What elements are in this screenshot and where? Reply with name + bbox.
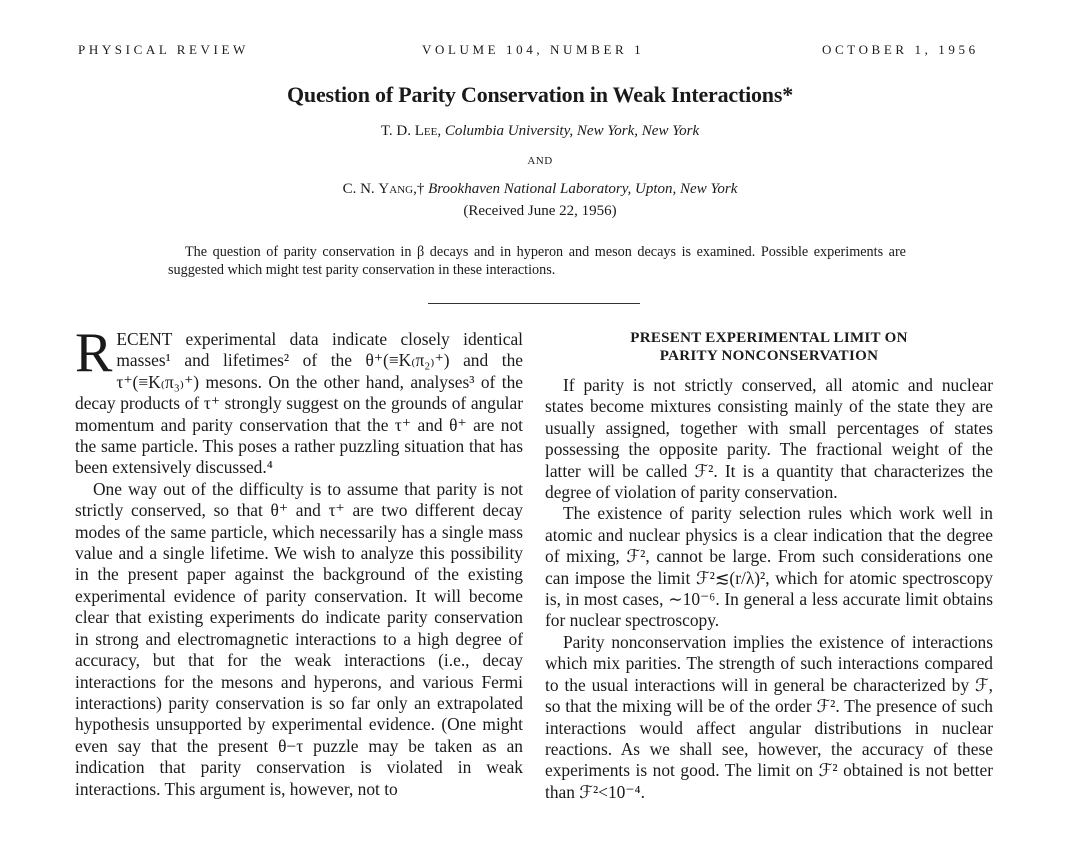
author-initials: T. D. bbox=[380, 123, 415, 139]
paragraph: Parity nonconservation implies the existence of interactions which mix parities. The strength of such interactions compared to the usual interactions will in general be characterized by ℱ, so that the mixing will be of the order ℱ². The presence of such interactions would affect angular distributions in nuclear reactions. As we shall see, however, the accuracy of these experiments is not good. The limit on ℱ² obtained is not better than ℱ²<10⁻⁴. bbox=[545, 631, 993, 802]
author-mark: , bbox=[437, 123, 442, 139]
running-head bbox=[0, 42, 1080, 60]
paragraph: One way out of the difficulty is to assume that parity is not strictly conserved, so that θ⁺ and τ⁺ are two different decay modes of the same particle, which necessarily has a single mass value and a single lifetime. We wish to analyze this possibility in the present paper against the background of the existing experimental evidence of parity conservation. It will become clear that existing experiments do indicate parity conservation in strong and electromagnetic interactions to a high degree of accuracy, but that for the weak interactions (i.e., decay interactions for the mesons and hyperons, and various Fermi interactions) parity conservation is so far only an extrapolated hypothesis unsupported by experimental evidence. (One might even say that the present θ−τ puzzle may be taken as an indication that parity conservation is violated in weak interactions. This argument is, however, not to bbox=[75, 478, 523, 799]
paper-title: Question of Parity Conservation in Weak Interactions* bbox=[287, 82, 793, 107]
author-affiliation: Columbia University, New York, New York bbox=[441, 123, 700, 139]
author-surname: Lee bbox=[414, 123, 438, 139]
journal-name: PHYSICAL REVIEW bbox=[78, 42, 249, 57]
right-column bbox=[545, 329, 993, 803]
paragraph: If parity is not strictly conserved, all atomic and nuclear states become mixtures consisting mainly of the state they are usually assigned, together with small percentages of states possessing the opposite parity. The fractional weight of the latter will be called ℱ². It is a quantity that characterizes the degree of violation of parity conservation. bbox=[545, 375, 993, 503]
author-initials: C. N. bbox=[342, 181, 379, 197]
received-date: (Received June 22, 1956) bbox=[463, 203, 617, 219]
drop-cap: R bbox=[75, 322, 113, 384]
and-separator: AND bbox=[527, 155, 553, 167]
volume-number: VOLUME 104, NUMBER 1 bbox=[422, 42, 645, 57]
abstract: The question of parity conservation in β decays and in hyperon and meson decays is examined. Possible experiments are suggested which might test parity conservation in these interactions. bbox=[168, 244, 906, 278]
author-line-lee bbox=[0, 123, 1080, 140]
paragraph-text: ECENT experimental data indicate closely identical masses¹ and lifetimes² of the θ⁺(≡K₍π₂₎⁺) and the τ⁺(≡K₍π₃₎⁺) mesons. On the other hand, analyses³ of the decay products of τ⁺ strongly suggest on the grounds of angular momentum and parity conservation that the τ⁺ and θ⁺ are not the same particle. This poses a rather puzzling situation that has been extensively discussed.⁴ bbox=[75, 329, 523, 478]
author-affiliation: Brookhaven National Laboratory, Upton, New York bbox=[424, 181, 738, 197]
author-surname: Yang bbox=[378, 181, 414, 197]
section-divider bbox=[428, 303, 640, 304]
section-heading bbox=[545, 329, 993, 365]
left-column bbox=[75, 322, 523, 800]
author-mark: ,† bbox=[413, 181, 425, 197]
paragraph bbox=[75, 322, 523, 479]
author-line-yang bbox=[0, 181, 1080, 198]
section-heading-line: PARITY NONCONSERVATION bbox=[659, 348, 879, 364]
paragraph: The existence of parity selection rules which work well in atomic and nuclear physics is a clear indication that the degree of mixing, ℱ², cannot be large. From such considerations one can impose the limit ℱ²≲(r/λ)², which for atomic spectroscopy is, in most cases, ∼10⁻⁶. In general a less accurate limit obtains for nuclear spectroscopy. bbox=[545, 503, 993, 631]
section-heading-line: PRESENT EXPERIMENTAL LIMIT ON bbox=[630, 330, 908, 346]
issue-date: OCTOBER 1, 1956 bbox=[822, 42, 979, 57]
